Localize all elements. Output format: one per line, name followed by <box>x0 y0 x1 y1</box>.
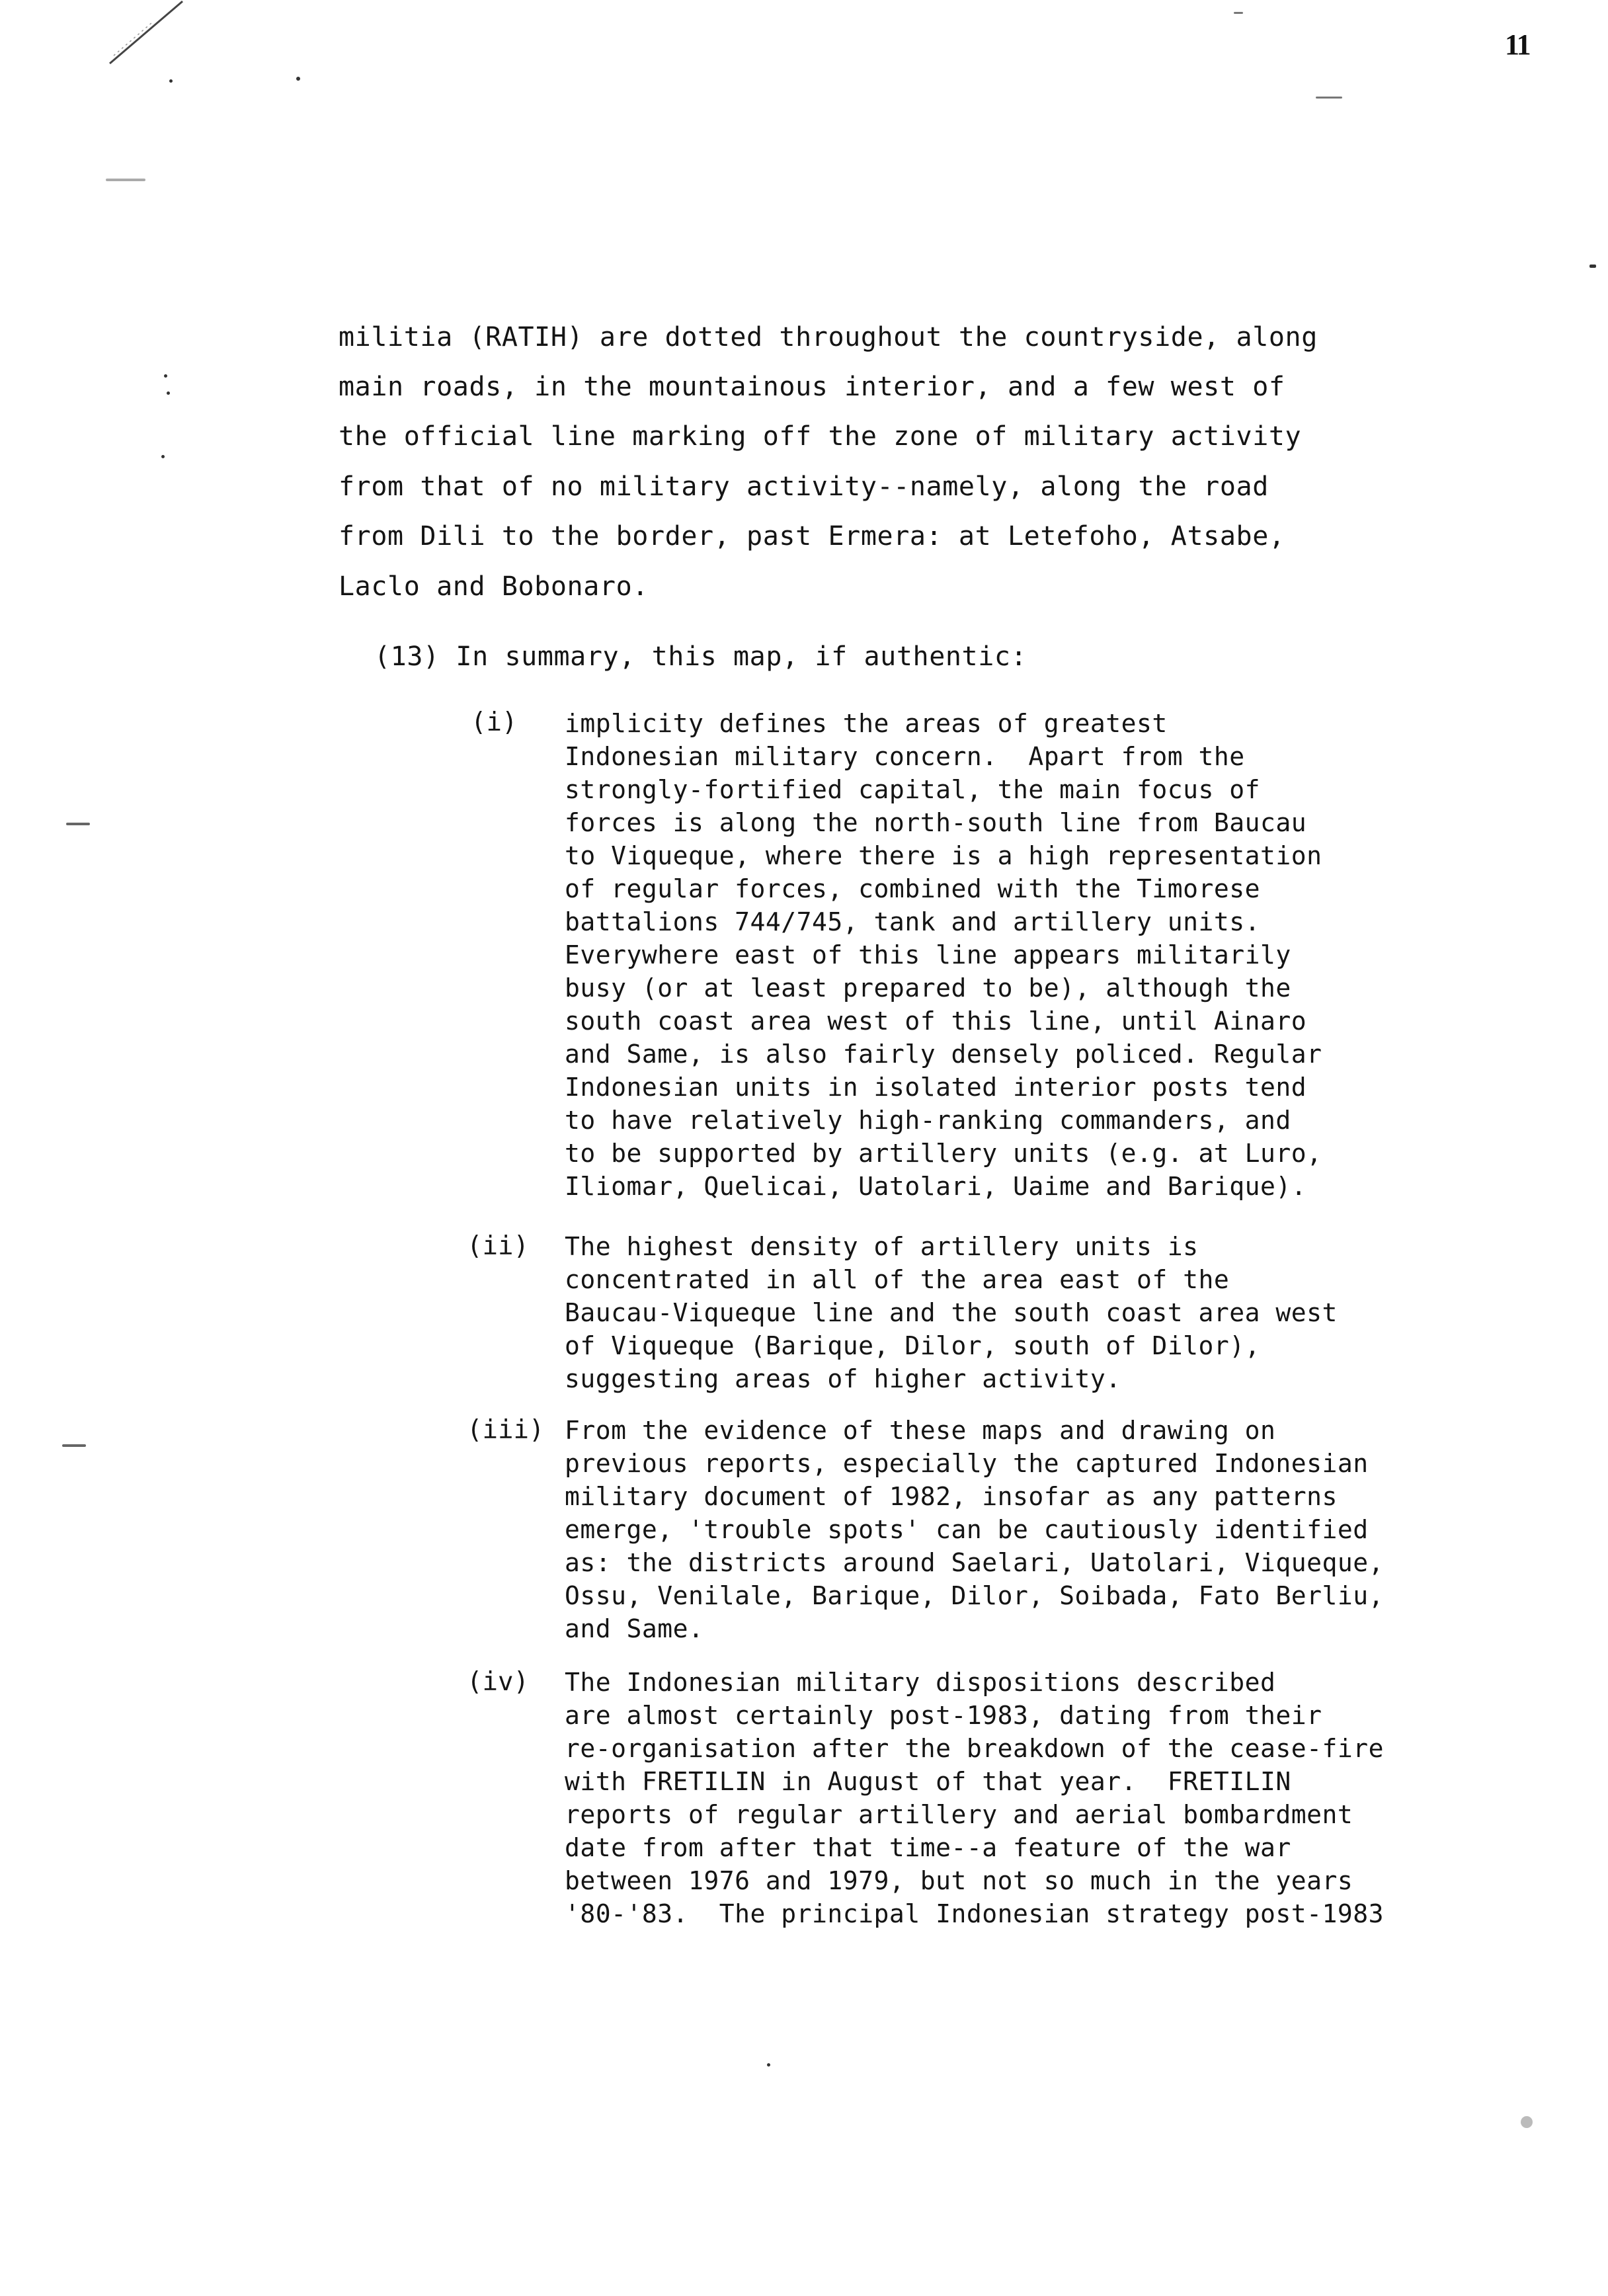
text-line: Everywhere east of this line appears militarily <box>565 940 1291 969</box>
scan-speck <box>1316 97 1342 99</box>
text-line: From the evidence of these maps and drawing on <box>565 1416 1276 1445</box>
text-line: Indonesian units in isolated interior posts tend <box>565 1073 1307 1102</box>
scan-speck <box>167 391 170 395</box>
text-line: the official line marking off the zone of military activity <box>339 421 1302 452</box>
scan-speck <box>62 1444 86 1447</box>
text-line: from that of no military activity--namely, along the road <box>339 472 1269 502</box>
text-line: battalions 744/745, tank and artillery units. <box>565 907 1261 936</box>
text-line: are almost certainly post-1983, dating from their <box>565 1701 1322 1730</box>
summary-heading: (13) In summary, this map, if authentic: <box>374 641 1027 672</box>
text-line: re-organisation after the breakdown of the cease-fire <box>565 1734 1385 1763</box>
text-line: The Indonesian military dispositions described <box>565 1668 1276 1697</box>
text-line: The highest density of artillery units is <box>565 1232 1199 1261</box>
list-item-label: (iv) <box>467 1667 529 1697</box>
text-line: '80-'83. The principal Indonesian strategy post-1983 <box>565 1899 1385 1928</box>
text-line: Indonesian military concern. Apart from the <box>565 742 1245 771</box>
text-line: to be supported by artillery units (e.g. at Luro, <box>565 1139 1322 1168</box>
text-line: Ossu, Venilale, Barique, Dilor, Soibada, Fato Berliu, <box>565 1581 1385 1610</box>
scan-speck <box>1521 2116 1533 2128</box>
text-line: of Viqueque (Barique, Dilor, south of Dilor), <box>565 1331 1261 1360</box>
list-item-label: (ii) <box>467 1231 529 1261</box>
text-line: between 1976 and 1979, but not so much in the years <box>565 1866 1353 1895</box>
text-line: date from after that time--a feature of the war <box>565 1833 1291 1862</box>
text-line: as: the districts around Saelari, Uatolari, Viqueque, <box>565 1548 1385 1577</box>
text-line: Baucau-Viqueque line and the south coast area west <box>565 1298 1338 1327</box>
text-line: to Viqueque, where there is a high representation <box>565 841 1322 870</box>
text-line: with FRETILIN in August of that year. FRETILIN <box>565 1767 1291 1796</box>
scan-speck <box>164 374 167 378</box>
text-line: previous reports, especially the captured Indonesian <box>565 1449 1369 1478</box>
text-line: implicity defines the areas of greatest <box>565 709 1168 738</box>
text-line: strongly-fortified capital, the main focus of <box>565 775 1261 804</box>
scan-speck <box>106 179 145 181</box>
text-line: main roads, in the mountainous interior, and a few west of <box>339 372 1285 402</box>
text-line: suggesting areas of higher activity. <box>565 1364 1121 1393</box>
text-line: militia (RATIH) are dotted throughout the countryside, along <box>339 322 1318 352</box>
scan-speck <box>66 823 90 825</box>
scan-speck <box>169 79 173 83</box>
list-item-label: (i) <box>471 708 518 737</box>
scan-speck <box>767 2063 770 2067</box>
page-number: 11 <box>1505 28 1530 61</box>
text-line: and Same. <box>565 1614 704 1643</box>
text-line: to have relatively high-ranking commanders, and <box>565 1106 1291 1135</box>
text-line: Iliomar, Quelicai, Uatolari, Uaime and Barique). <box>565 1172 1307 1201</box>
text-line: emerge, 'trouble spots' can be cautiously identified <box>565 1515 1369 1544</box>
text-line: concentrated in all of the area east of the <box>565 1265 1230 1294</box>
text-line: busy (or at least prepared to be), although the <box>565 973 1291 1003</box>
text-line: military document of 1982, insofar as any patterns <box>565 1482 1338 1511</box>
scan-speck <box>1589 265 1596 268</box>
list-item-label: (iii) <box>467 1415 545 1445</box>
text-line: south coast area west of this line, until Ainaro <box>565 1006 1307 1036</box>
text-line: and Same, is also fairly densely policed. Regular <box>565 1040 1322 1069</box>
scan-speck <box>1234 12 1243 14</box>
text-line: Laclo and Bobonaro. <box>339 571 649 602</box>
text-line: forces is along the north-south line from Baucau <box>565 808 1307 837</box>
scan-stroke-mark <box>106 0 185 66</box>
text-line: from Dili to the border, past Ermera: at Letefoho, Atsabe, <box>339 521 1285 552</box>
text-line: reports of regular artillery and aerial bombardment <box>565 1800 1353 1829</box>
scan-speck <box>296 77 300 81</box>
scan-speck <box>161 455 165 458</box>
text-line: of regular forces, combined with the Timorese <box>565 874 1261 903</box>
